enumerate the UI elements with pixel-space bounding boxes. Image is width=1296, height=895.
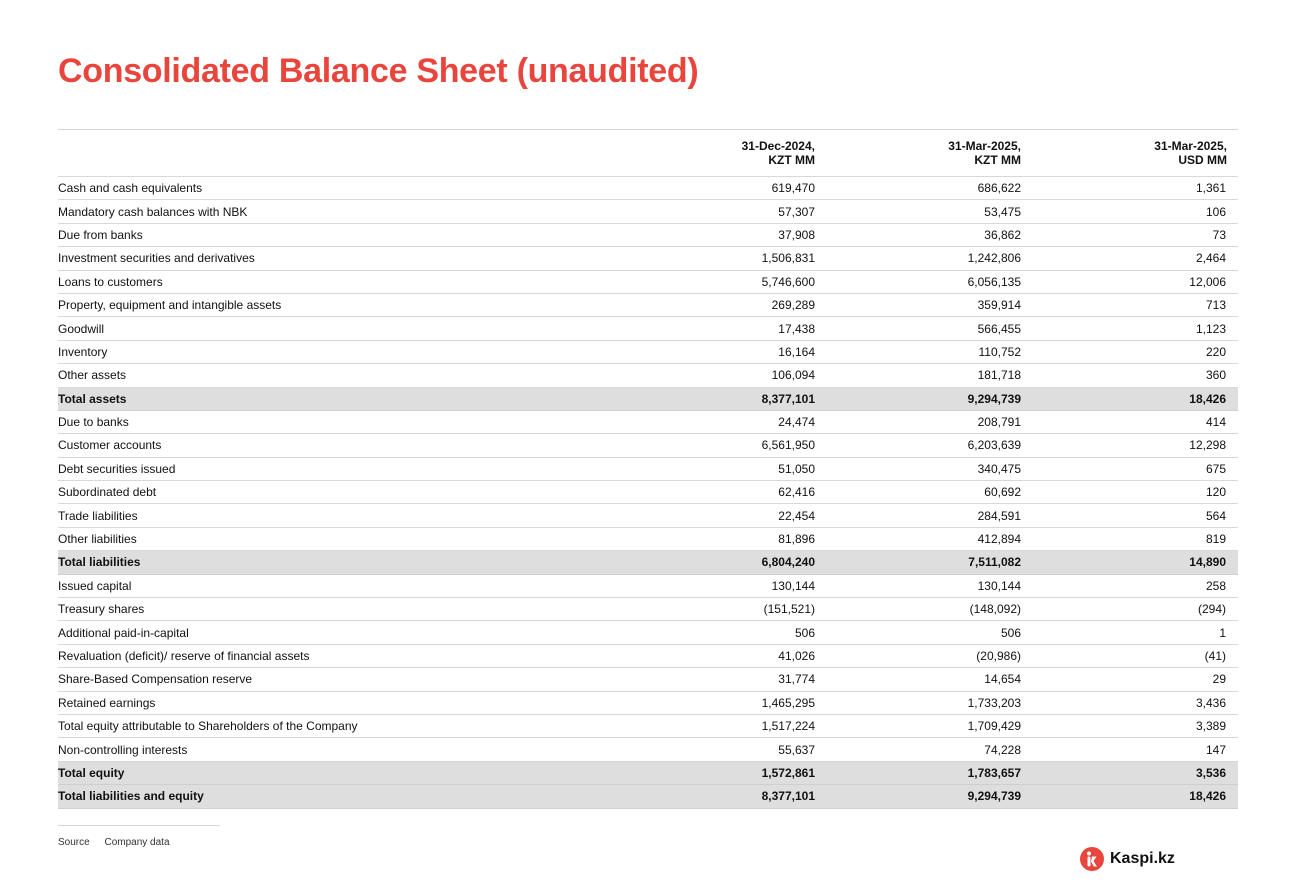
row-label: Property, equipment and intangible assets [58,298,282,313]
source-value: Company data [104,837,170,848]
row-label: Revaluation (deficit)/ reserve of financial assets [58,649,310,663]
value-mar-2025-kzt: 506 [1000,625,1021,640]
value-mar-2025-kzt: 181,718 [977,368,1021,383]
value-dec-2024-kzt: 619,470 [771,181,815,196]
value-mar-2025-kzt: 1,733,203 [967,695,1021,710]
value-mar-2025-kzt: 7,511,082 [968,555,1021,570]
table-row [58,434,1238,457]
value-dec-2024-kzt: 506 [794,625,815,640]
value-mar-2025-usd: 414 [1205,415,1226,430]
value-mar-2025-usd: 120 [1205,485,1226,500]
table-row [58,715,1238,738]
table-row [58,692,1238,715]
row-label: Total equity attributable to Shareholders of the Company [58,719,358,734]
row-label: Subordinated debt [58,485,157,500]
table-row [58,668,1238,691]
row-label: Investment securities and derivatives [58,251,255,266]
kaspi-logo-icon [1080,847,1104,871]
value-mar-2025-kzt: 53,475 [984,204,1021,219]
row-label: Due from banks [58,227,143,242]
value-mar-2025-usd: 18,426 [1189,391,1226,406]
value-dec-2024-kzt: 5,746,600 [761,274,815,289]
header-mar-2025-usd: 31-Mar-2025, USD MM [1154,139,1227,167]
value-mar-2025-usd: 564 [1205,508,1226,523]
table-total-row [58,762,1238,785]
row-label: Total liabilities [58,555,141,570]
value-mar-2025-usd: 12,298 [1189,438,1226,453]
value-mar-2025-usd: 220 [1205,344,1226,359]
row-label: Issued capital [58,578,132,593]
value-mar-2025-kzt: 208,791 [977,415,1021,430]
value-mar-2025-usd: 14,890 [1189,555,1226,570]
value-dec-2024-kzt: 1,506,831 [761,251,815,266]
value-mar-2025-usd: (294) [1197,602,1226,617]
value-mar-2025-usd: 1,361 [1195,181,1226,196]
table-row [58,481,1238,504]
table-row [58,317,1238,340]
row-label: Inventory [58,344,108,359]
row-label: Treasury shares [58,602,145,617]
row-label: Other assets [58,368,127,383]
brand-logo [1080,847,1175,871]
value-dec-2024-kzt: 106,094 [771,368,815,383]
table-row [58,177,1238,200]
value-mar-2025-usd: 713 [1205,298,1226,313]
value-mar-2025-kzt: 686,622 [977,181,1021,196]
table-body [58,177,1238,809]
source-divider [58,825,220,826]
value-mar-2025-usd: 819 [1205,532,1226,547]
value-dec-2024-kzt: 81,896 [778,532,815,547]
value-mar-2025-usd: 1 [1219,625,1226,640]
header-mar-2025-kzt: 31-Mar-2025, KZT MM [948,139,1021,167]
table-row [58,504,1238,527]
value-mar-2025-usd: 1,123 [1195,321,1226,336]
value-dec-2024-kzt: 1,572,861 [761,765,815,780]
value-dec-2024-kzt: 6,561,950 [761,438,815,453]
row-label: Trade liabilities [58,508,138,523]
table-row [58,411,1238,434]
table-row [58,458,1238,481]
table-row [58,247,1238,270]
table-row [58,224,1238,247]
table-total-row [58,551,1238,574]
value-mar-2025-kzt: 60,692 [984,485,1021,500]
row-label: Additional paid-in-capital [58,625,189,640]
value-mar-2025-kzt: 9,294,739 [967,789,1021,804]
value-mar-2025-kzt: 359,914 [977,298,1021,313]
row-label: Debt securities issued [58,461,176,476]
table-row [58,738,1238,761]
page-title: Consolidated Balance Sheet (unaudited) [58,52,699,90]
value-mar-2025-kzt: 566,455 [977,321,1021,336]
table-header-row [58,129,1238,177]
value-dec-2024-kzt: 55,637 [778,742,815,757]
value-dec-2024-kzt: 22,454 [778,508,815,523]
value-dec-2024-kzt: 269,289 [771,298,815,313]
value-mar-2025-usd: 12,006 [1189,274,1226,289]
row-label: Customer accounts [58,438,162,453]
value-dec-2024-kzt: (151,521) [763,602,815,617]
table-row [58,294,1238,317]
value-dec-2024-kzt: 1,465,295 [761,695,815,710]
row-label: Total equity [58,765,125,780]
table-total-row [58,785,1238,808]
value-dec-2024-kzt: 1,517,224 [761,719,815,734]
value-mar-2025-kzt: 9,294,739 [967,391,1021,406]
table-row [58,621,1238,644]
row-label: Mandatory cash balances with NBK [58,204,248,219]
value-mar-2025-usd: 147 [1205,742,1226,757]
row-label: Total assets [58,391,127,406]
row-label: Cash and cash equivalents [58,181,203,196]
value-mar-2025-kzt: 110,752 [978,344,1021,359]
balance-sheet-table [58,129,1238,809]
value-mar-2025-usd: 18,426 [1189,789,1226,804]
value-mar-2025-usd: 73 [1212,227,1226,242]
table-row [58,645,1238,668]
table-row [58,200,1238,223]
brand-name: Kaspi.kz [1110,850,1175,867]
value-dec-2024-kzt: 130,144 [771,578,815,593]
value-mar-2025-usd: 360 [1205,368,1226,383]
value-dec-2024-kzt: 8,377,101 [761,789,815,804]
value-mar-2025-kzt: 6,203,639 [967,438,1021,453]
value-mar-2025-usd: 29 [1212,672,1226,687]
value-mar-2025-usd: 106 [1205,204,1226,219]
value-mar-2025-kzt: 74,228 [984,742,1021,757]
value-mar-2025-kzt: 130,144 [977,578,1021,593]
value-mar-2025-kzt: 1,242,806 [967,251,1021,266]
value-mar-2025-kzt: (20,986) [976,649,1021,663]
value-mar-2025-usd: 2,464 [1195,251,1226,266]
value-mar-2025-kzt: 6,056,135 [967,274,1021,289]
value-mar-2025-usd: 258 [1205,578,1226,593]
table-row [58,575,1238,598]
table-row [58,364,1238,387]
value-dec-2024-kzt: 16,164 [778,344,815,359]
table-row [58,341,1238,364]
row-label: Non-controlling interests [58,742,188,757]
table-row [58,271,1238,294]
value-mar-2025-kzt: 1,709,429 [967,719,1021,734]
value-dec-2024-kzt: 6,804,240 [761,555,815,570]
value-dec-2024-kzt: 37,908 [778,227,815,242]
header-dec-2024-kzt: 31-Dec-2024, KZT MM [741,139,815,167]
value-dec-2024-kzt: 17,438 [778,321,815,336]
table-row [58,598,1238,621]
row-label: Goodwill [58,321,105,336]
row-label: Retained earnings [58,695,156,710]
value-mar-2025-kzt: 340,475 [977,461,1021,476]
value-dec-2024-kzt: 24,474 [778,415,815,430]
value-mar-2025-kzt: (148,092) [969,602,1021,617]
value-mar-2025-usd: 675 [1205,461,1226,476]
value-mar-2025-kzt: 284,591 [977,508,1021,523]
value-mar-2025-kzt: 36,862 [984,227,1021,242]
value-dec-2024-kzt: 57,307 [778,204,815,219]
value-mar-2025-usd: (41) [1204,649,1226,663]
value-mar-2025-usd: 3,536 [1195,765,1226,780]
value-dec-2024-kzt: 31,774 [778,672,815,687]
source-label: Source [58,837,90,848]
table-row [58,528,1238,551]
value-dec-2024-kzt: 62,416 [778,485,815,500]
value-mar-2025-kzt: 1,783,657 [967,765,1021,780]
value-mar-2025-kzt: 14,654 [984,672,1021,687]
value-mar-2025-usd: 3,436 [1195,695,1226,710]
source-note [58,837,170,848]
value-dec-2024-kzt: 41,026 [778,649,815,663]
row-label: Share-Based Compensation reserve [58,672,253,687]
value-dec-2024-kzt: 8,377,101 [761,391,815,406]
value-dec-2024-kzt: 51,050 [778,461,815,476]
row-label: Total liabilities and equity [58,789,204,804]
row-label: Loans to customers [58,274,163,289]
row-label: Due to banks [58,415,129,430]
header-label-column [58,130,608,176]
row-label: Other liabilities [58,532,137,547]
value-mar-2025-kzt: 412,894 [977,532,1021,547]
table-total-row [58,388,1238,411]
value-mar-2025-usd: 3,389 [1195,719,1226,734]
